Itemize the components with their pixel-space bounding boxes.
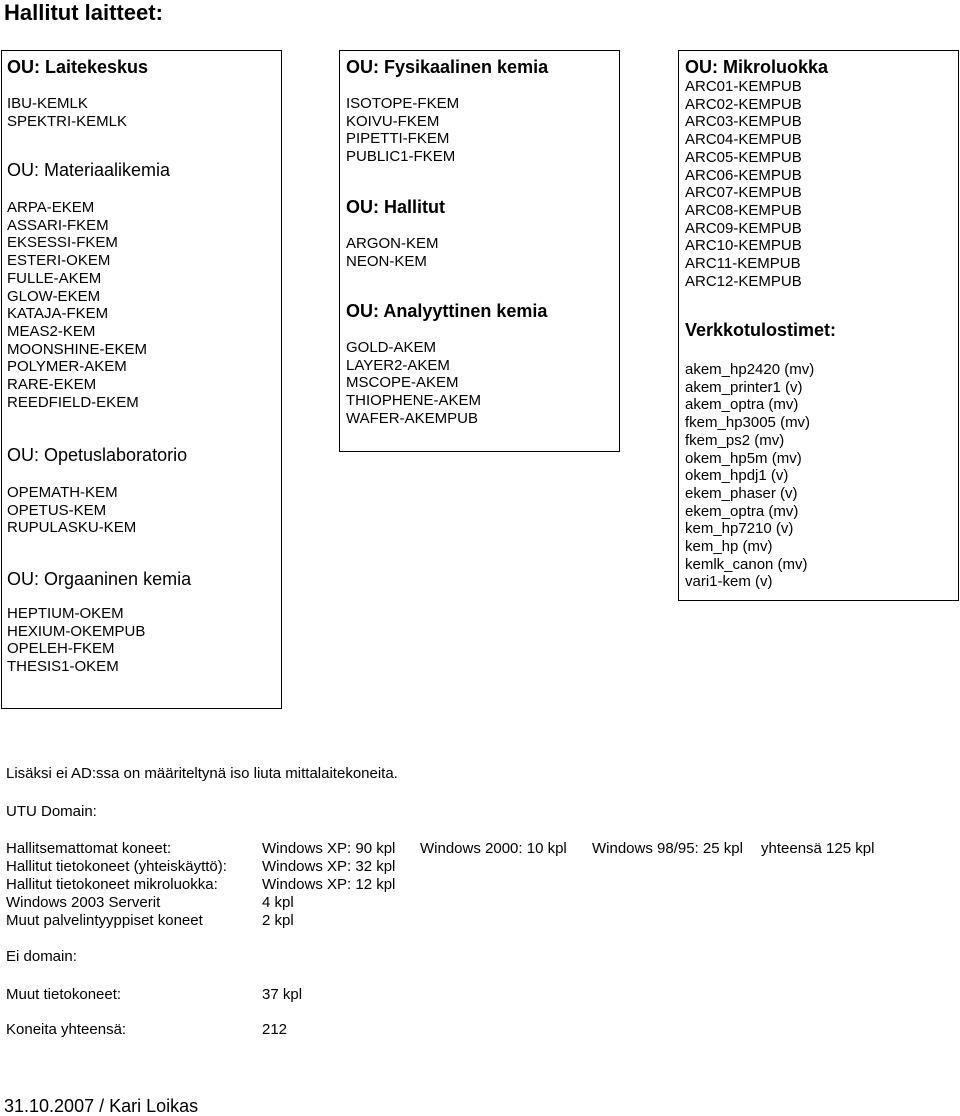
list-item: ARC05-KEMPUB: [685, 148, 802, 166]
list-item: PUBLIC1-FKEM: [346, 148, 456, 166]
list-item: ARGON-KEM: [346, 235, 439, 252]
list-item: FULLE-AKEM: [7, 269, 102, 287]
list-item: ARC02-KEMPUB: [685, 95, 802, 113]
list-item: KATAJA-FKEM: [7, 305, 109, 323]
list-item: ARC12-KEMPUB: [685, 272, 802, 290]
list-item: OPELEH-FKEM: [7, 640, 115, 658]
list-item: IBU-KEMLK: [7, 95, 88, 112]
section-heading: OU: Mikroluokka: [685, 57, 829, 77]
stats-label: Windows 2003 Serverit: [6, 894, 161, 911]
list-item: NEON-KEM: [346, 252, 427, 270]
list-item: ARC08-KEMPUB: [685, 201, 802, 219]
list-item: RUPULASKU-KEM: [7, 519, 137, 537]
ou-box-3: [678, 50, 959, 601]
list-item: ARC01-KEMPUB: [685, 78, 802, 95]
ei-domain-label: Ei domain:: [6, 948, 77, 965]
stats-value: Windows 98/95: 25 kpl: [592, 840, 743, 857]
printer-item: vari1-kem (v): [685, 573, 773, 591]
section-heading: OU: Opetuslaboratorio: [7, 445, 188, 465]
list-item: ESTERI-OKEM: [7, 252, 111, 270]
list-item: OPEMATH-KEM: [7, 484, 118, 501]
list-item: GOLD-AKEM: [346, 339, 437, 356]
list-item: EKSESSI-FKEM: [7, 234, 118, 252]
list-item: HEPTIUM-OKEM: [7, 605, 124, 622]
list-item: WAFER-AKEMPUB: [346, 409, 478, 427]
list-item: LAYER2-AKEM: [346, 356, 450, 374]
stats-value: Windows XP: 12 kpl: [262, 876, 396, 893]
ou-box-2: [339, 50, 620, 452]
section-heading: OU: Analyyttinen kemia: [346, 301, 548, 321]
list-item: THIOPHENE-AKEM: [346, 392, 482, 410]
footer-note: Lisäksi ei AD:ssa on määriteltynä iso liuta mittalaitekoneita.: [6, 765, 398, 782]
stats-value: Windows XP: 90 kpl: [262, 840, 396, 857]
total-label: Koneita yhteensä:: [6, 1021, 127, 1038]
printer-item: kemlk_canon (mv): [685, 555, 808, 573]
list-item: RARE-EKEM: [7, 376, 97, 394]
total-value: 212: [262, 1021, 288, 1038]
list-item: ARC07-KEMPUB: [685, 184, 802, 202]
stats-value: Windows 2000: 10 kpl: [420, 840, 567, 857]
list-item: MSCOPE-AKEM: [346, 374, 459, 392]
list-item: ARC03-KEMPUB: [685, 113, 802, 131]
list-item: ARPA-EKEM: [7, 199, 95, 216]
printer-item: ekem_optra (mv): [685, 502, 799, 520]
stats-label: Hallitut tietokoneet mikroluokka:: [6, 876, 218, 893]
printer-item: akem_printer1 (v): [685, 378, 803, 396]
list-item: MEAS2-KEM: [7, 322, 96, 340]
list-item: OPETUS-KEM: [7, 501, 107, 519]
list-item: POLYMER-AKEM: [7, 358, 127, 376]
stats-value: Windows XP: 32 kpl: [262, 858, 396, 875]
stats-label: Muut palvelintyyppiset koneet: [6, 912, 203, 929]
section-heading: OU: Hallitut: [346, 197, 445, 217]
device-list: [346, 235, 439, 270]
section-heading: OU: Fysikaalinen kemia: [346, 57, 549, 77]
stats-label: Hallitut tietokoneet (yhteiskäyttö):: [6, 858, 227, 875]
list-item: ISOTOPE-FKEM: [346, 95, 460, 112]
list-item: ARC09-KEMPUB: [685, 219, 802, 237]
printer-list: [685, 361, 814, 591]
other-computers-value: 37 kpl: [262, 986, 303, 1003]
printer-item: kem_hp7210 (v): [685, 520, 794, 538]
stats-total: yhteensä 125 kpl: [761, 840, 875, 857]
list-item: ASSARI-FKEM: [7, 216, 109, 234]
list-item: ARC04-KEMPUB: [685, 131, 802, 149]
section-heading: OU: Materiaalikemia: [7, 160, 171, 180]
list-item: REEDFIELD-EKEM: [7, 393, 139, 411]
device-list: [7, 199, 147, 411]
section-heading: OU: Orgaaninen kemia: [7, 569, 192, 589]
list-item: KOIVU-FKEM: [346, 112, 440, 130]
list-item: HEXIUM-OKEMPUB: [7, 622, 146, 640]
device-list: [685, 78, 802, 290]
printer-item: fkem_ps2 (mv): [685, 431, 785, 449]
utu-domain-label: UTU Domain:: [6, 803, 97, 820]
list-item: ARC11-KEMPUB: [685, 255, 801, 273]
list-item: SPEKTRI-KEMLK: [7, 112, 128, 130]
printer-item: ekem_phaser (v): [685, 484, 798, 502]
stats-label: Hallitsemattomat koneet:: [6, 840, 172, 857]
printer-item: kem_hp (mv): [685, 538, 773, 556]
ou-box-1: [1, 50, 282, 709]
printers-heading: Verkkotulostimet:: [685, 320, 837, 340]
list-item: MOONSHINE-EKEM: [7, 340, 148, 358]
list-item: ARC10-KEMPUB: [685, 237, 802, 255]
stats-value: 4 kpl: [262, 894, 294, 911]
printer-item: okem_hp5m (mv): [685, 449, 802, 467]
signature: 31.10.2007 / Kari Loikas: [4, 1096, 199, 1116]
list-item: GLOW-EKEM: [7, 287, 101, 305]
printer-item: akem_optra (mv): [685, 396, 799, 414]
list-item: ARC06-KEMPUB: [685, 166, 802, 184]
device-list: [7, 95, 127, 130]
stats-value: 2 kpl: [262, 912, 294, 929]
page-title: Hallitut laitteet:: [4, 0, 163, 25]
other-computers-label: Muut tietokoneet:: [6, 986, 122, 1003]
printer-item: fkem_hp3005 (mv): [685, 414, 811, 432]
list-item: THESIS1-OKEM: [7, 658, 119, 676]
printer-item: akem_hp2420 (mv): [685, 361, 815, 378]
device-list: [7, 484, 136, 537]
device-list: [7, 605, 145, 676]
device-list: [346, 95, 459, 166]
list-item: PIPETTI-FKEM: [346, 130, 450, 148]
section-heading: OU: Laitekeskus: [7, 57, 149, 77]
printer-item: okem_hpdj1 (v): [685, 467, 789, 485]
device-list: [346, 339, 481, 428]
